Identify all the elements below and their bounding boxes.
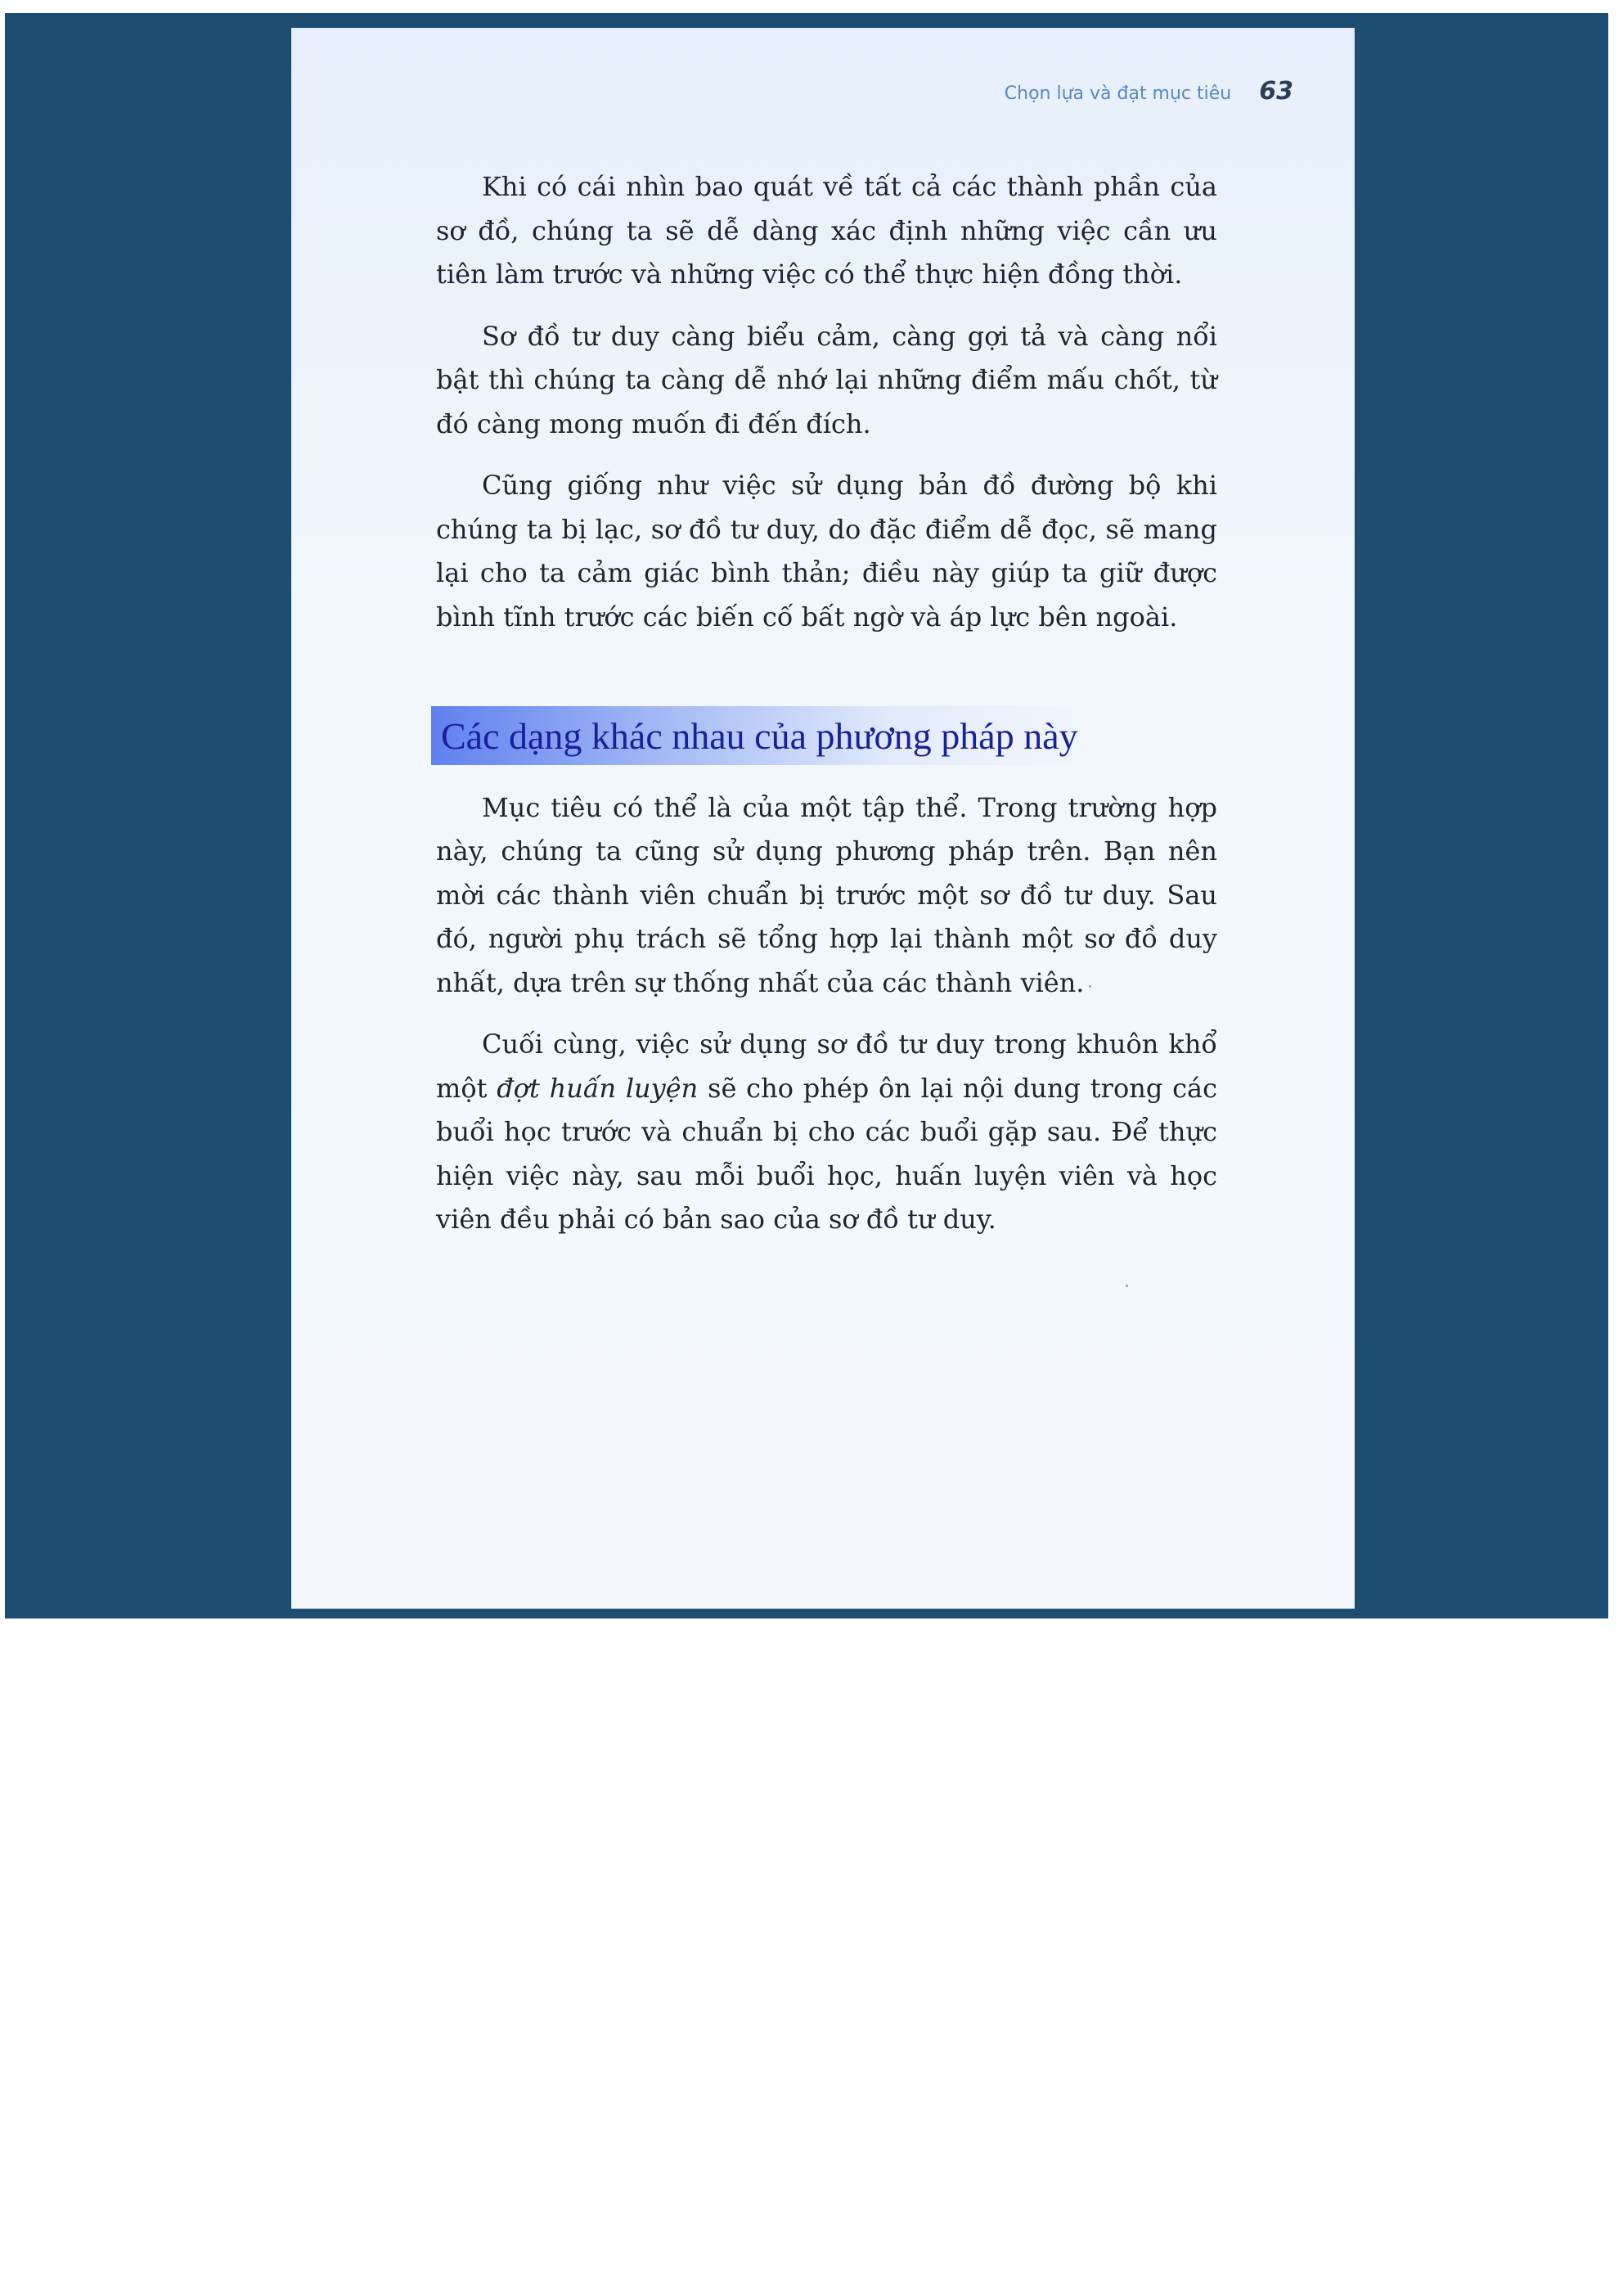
emphasized-term: đợt huấn luyện: [497, 1072, 699, 1104]
scan-speck: [1126, 1285, 1128, 1287]
paragraph: [436, 1023, 1217, 1242]
running-title: Chọn lựa và đạt mục tiêu: [1004, 83, 1232, 104]
paragraph-text: sẽ cho phép ôn lại nội dung trong các buổi học trước và chuẩn bị cho các buổi gặp sau. Để thực hiện việc này, sau mỗi buổi học, huấn luyện viên và học viên đều phải có bản sao của sơ đồ tư duy.: [436, 1072, 1217, 1235]
page-body: [436, 165, 1217, 1260]
paragraph-text: Cuối cùng, việc sử dụng sơ đồ tư duy trong khuôn khổ một: [436, 1029, 1217, 1104]
scanner-background: [5, 13, 1608, 1618]
running-header: [1005, 77, 1293, 126]
section-heading: Các dạng khác nhau của phương pháp này: [431, 706, 1098, 765]
paragraph: Mục tiêu có thể là của một tập thể. Trong trường hợp này, chúng ta cũng sử dụng phương pháp trên. Bạn nên mời các thành viên chuẩn bị trước một sơ đồ tư duy. Sau đó, người phụ trách sẽ tổng hợp lại thành một sơ đồ duy nhất, dựa trên sự thống nhất của các thành viên.: [436, 791, 1217, 998]
page-number: 63: [1259, 77, 1293, 106]
paragraph: Cũng giống như việc sử dụng bản đồ đường bộ khi chúng ta bị lạc, sơ đồ tư duy, do đặc điểm dễ đọc, sẽ mang lại cho ta cảm giác bình thản; điều này giúp ta giữ được bình tĩnh trước các biến cố bất ngờ và áp lực bên ngoài.: [436, 470, 1217, 633]
paragraph: Khi có cái nhìn bao quát về tất cả các thành phần của sơ đồ, chúng ta sẽ dễ dàng xác định những việc cần ưu tiên làm trước và những việc có thể thực hiện đồng thời.: [436, 171, 1217, 290]
scan-speck: [1089, 985, 1091, 988]
book-page: [291, 28, 1355, 1609]
paragraph: Sơ đồ tư duy càng biểu cảm, càng gợi tả và càng nổi bật thì chúng ta càng dễ nhớ lại những điểm mấu chốt, từ đó càng mong muốn đi đến đích.: [436, 320, 1217, 439]
